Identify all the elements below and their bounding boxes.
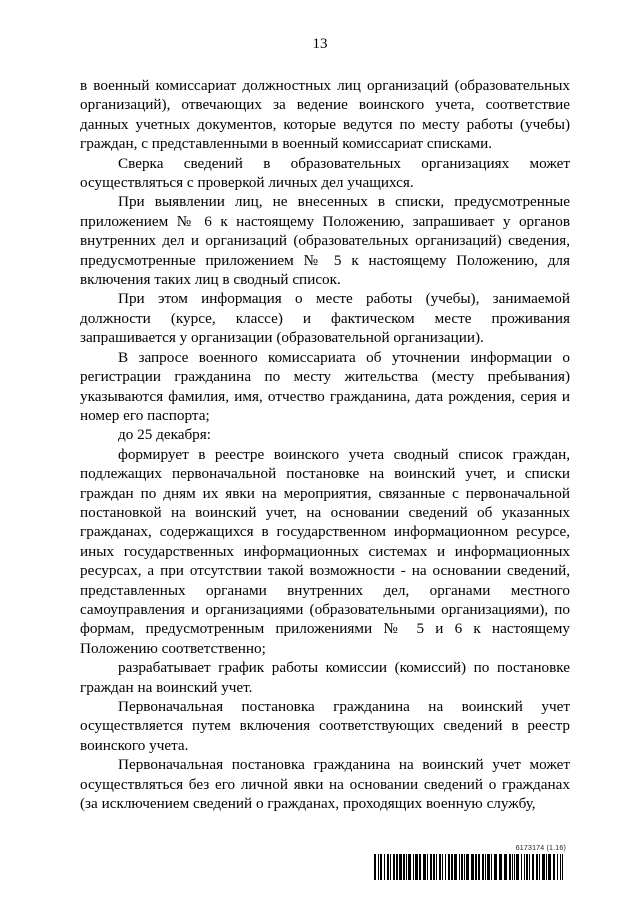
barcode-bar: [539, 854, 540, 880]
barcode-bar: [546, 854, 547, 880]
barcode-bar: [393, 854, 395, 880]
barcode-bar: [430, 854, 432, 880]
barcode-bar: [378, 854, 379, 880]
barcode-bar: [442, 854, 443, 880]
barcode-bar: [445, 854, 446, 880]
barcode-bar: [512, 854, 513, 880]
barcode-bar: [536, 854, 538, 880]
barcode-bar: [471, 854, 474, 880]
barcode-bar: [387, 854, 389, 880]
barcode-bar: [408, 854, 411, 880]
barcode-bar: [491, 854, 492, 880]
barcode-bar: [454, 854, 457, 880]
paragraph-10: Первоначальная постановка гражданина на воинский учет может осуществляться без его личной явки на основании сведений о гражданах (за исключением сведений о гражданах, проходящих военную службу,: [80, 756, 570, 813]
barcode-bar: [399, 854, 402, 880]
barcode-bar: [504, 854, 507, 880]
barcode-bar: [451, 854, 453, 880]
barcode-bar: [384, 854, 385, 880]
barcode-bar: [529, 854, 530, 880]
page-number: 13: [312, 36, 328, 52]
paragraph-8: разрабатывает график работы комиссии (комиссий) по постановке граждан на воинский учет.: [80, 659, 570, 696]
barcode-bar: [494, 854, 497, 880]
barcode-bar: [562, 854, 563, 880]
barcode-bar: [475, 854, 477, 880]
barcode-bar: [560, 854, 561, 880]
barcode-bar: [521, 854, 522, 880]
barcode-bar: [406, 854, 407, 880]
paragraph-9: Первоначальная постановка гражданина на воинский учет осуществляется путем включения соответствующих сведений в реестр воинского учета.: [80, 698, 570, 754]
paragraph-1: в военный комиссариат должностных лиц организаций (образовательных организаций), отвечающих за ведение воинского учета, соответствие данных учетных документов, которые ведутся по месту работы (учебы) граждан, с представленными в военный комиссариат списками.: [80, 77, 570, 153]
barcode-bar: [466, 854, 469, 880]
barcode-bar: [553, 854, 555, 880]
barcode-bar: [448, 854, 450, 880]
paragraph-2: Сверка сведений в образовательных организациях может осуществляться с проверкой личных дел учащихся.: [80, 154, 570, 192]
barcode-bar: [482, 854, 484, 880]
barcode-bar: [499, 854, 502, 880]
barcode-bar: [427, 854, 428, 880]
barcode-bar: [548, 854, 551, 880]
barcode-bar: [485, 854, 486, 880]
barcode-bar: [509, 854, 511, 880]
document-code: 6173174 (1.16): [515, 845, 566, 852]
barcode-bar: [423, 854, 426, 880]
barcode: [374, 854, 566, 880]
paragraph-3: При выявлении лиц, не внесенных в списки, предусмотренные приложением № 6 к настоящему Положению, запрашивает у органов внутренних дел и организаций (образовательных организаций) сведения, предусмотренные приложением № 5 к настоящему Положению, для включения таких лиц в сводный список.: [80, 193, 570, 289]
barcode-bar: [459, 854, 460, 880]
barcode-bar: [390, 854, 391, 880]
barcode-bar: [419, 854, 421, 880]
barcode-bar: [532, 854, 534, 880]
barcode-bar: [439, 854, 441, 880]
barcode-bar: [487, 854, 490, 880]
barcode-bar: [415, 854, 418, 880]
barcode-bar: [436, 854, 437, 880]
barcode-bar: [403, 854, 405, 880]
barcode-bar: [464, 854, 465, 880]
barcode-bar: [542, 854, 545, 880]
barcode-bar: [514, 854, 515, 880]
barcode-bar: [461, 854, 463, 880]
barcode-bar: [433, 854, 435, 880]
paragraph-6: до 25 декабря:: [118, 426, 211, 444]
paragraph-4: При этом информация о месте работы (учебы), занимаемой должности (курсе, классе) и фактическом месте проживания запрашивается у организации (образовательной организации).: [80, 290, 570, 347]
barcode-bar: [526, 854, 528, 880]
barcode-bar: [374, 854, 376, 880]
barcode-bar: [516, 854, 519, 880]
barcode-bar: [396, 854, 398, 880]
barcode-bar: [413, 854, 414, 880]
paragraph-5: В запросе военного комиссариата об уточнении информации о регистрации гражданина по месту жительства (месту пребывания) указываются фамилия, имя, отчество гражданина, дата рождения, серия и номер его паспорта;: [80, 348, 570, 424]
barcode-bar: [380, 854, 382, 880]
document-body: [80, 76, 570, 813]
barcode-bar: [478, 854, 480, 880]
paragraph-7: формирует в реестре воинского учета сводный список граждан, подлежащих первоначальной постановке на воинский учет, и списки граждан по дням их явки на мероприятия, связанные с первоначальной постановкой на воинский учет, на основании сведений об указанных гражданах, содержащихся в государственном информационном ресурсе, иных государственных информационных системах и информационных ресурсах, а при отсутствии такой возможности - на основании сведений, представленных органами внутренних дел, органами местного самоуправления и организациями (образовательными организациями), по формам, предусмотренным приложениями № 5 и 6 к настоящему Положению соответственно;: [80, 445, 570, 657]
barcode-bar: [524, 854, 525, 880]
barcode-bar: [557, 854, 558, 880]
